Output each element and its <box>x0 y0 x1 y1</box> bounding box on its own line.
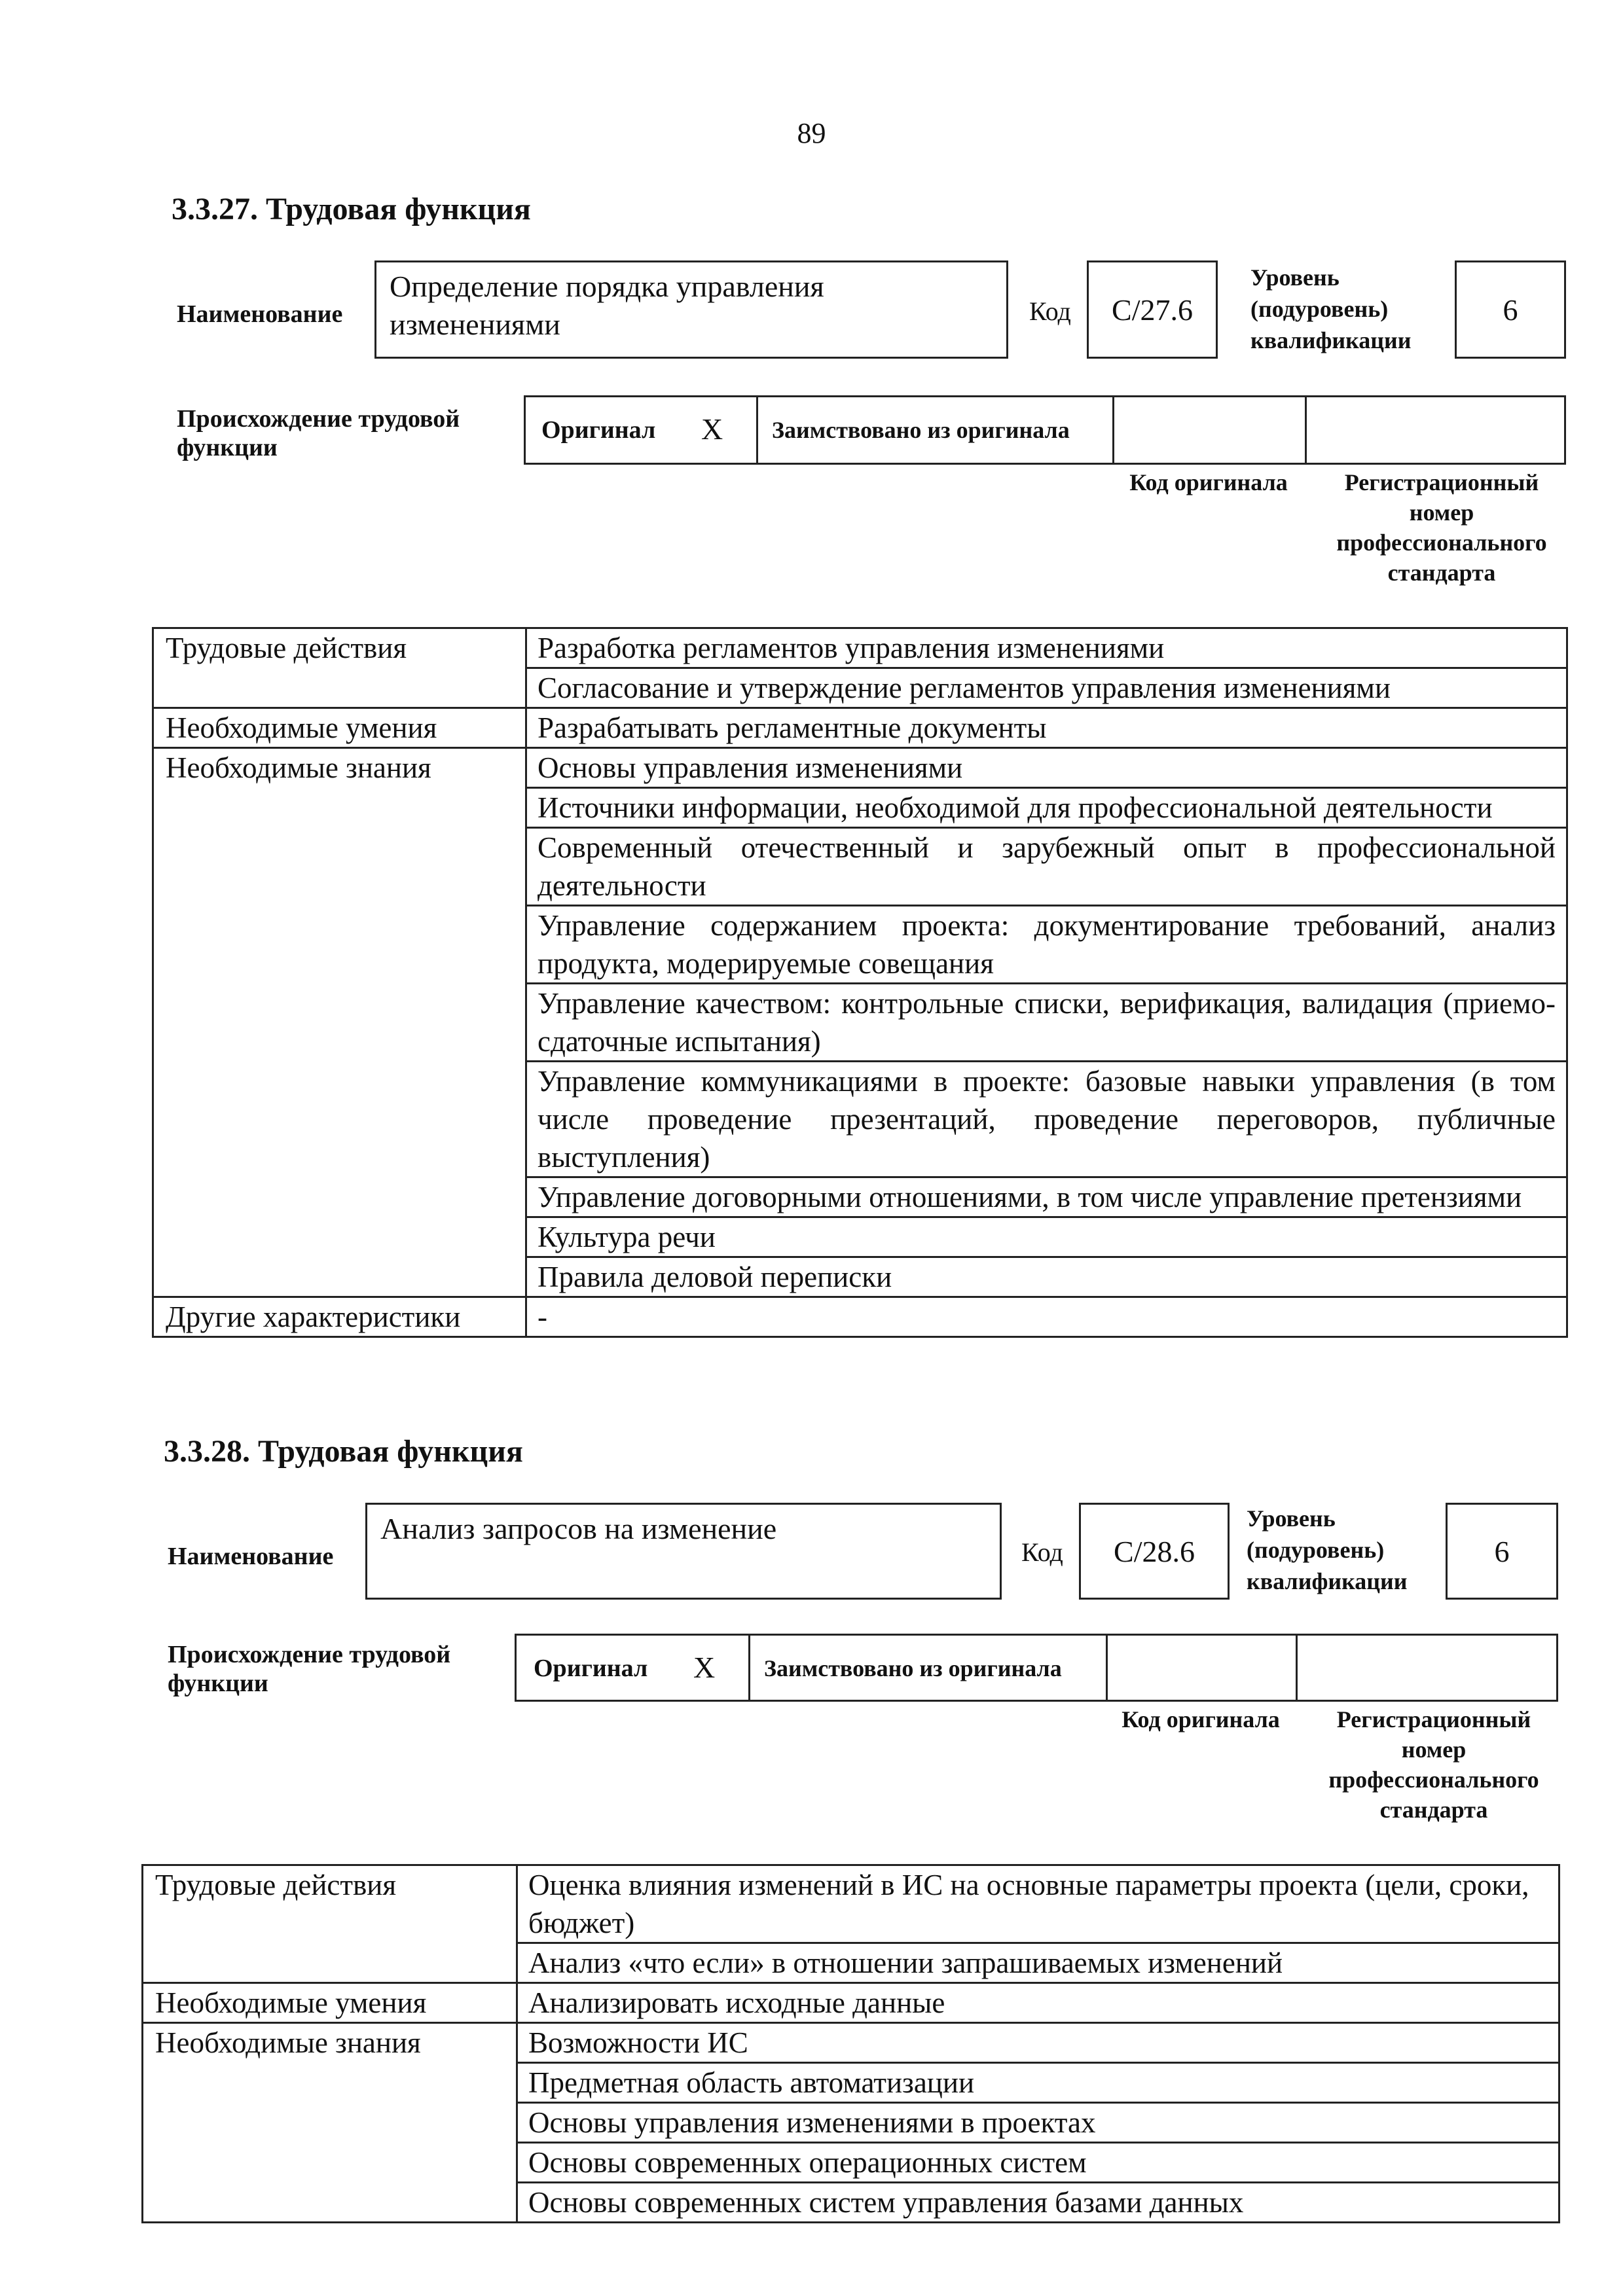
table-cell: Современный отечественный и зарубежный опыт в профессиональной деятельности <box>526 828 1567 906</box>
table-cell: - <box>526 1297 1567 1337</box>
table-row <box>153 628 1567 668</box>
table-cell: Согласование и утверждение регламентов управления изменениями <box>526 668 1567 708</box>
table-cell: Разрабатывать регламентные документы <box>526 708 1567 748</box>
row-header: Необходимые знания <box>153 748 526 1297</box>
name-label: Наименование <box>177 300 343 328</box>
table-cell: Правила деловой переписки <box>526 1257 1567 1297</box>
code-value-box <box>1079 1503 1230 1600</box>
table-row <box>153 1297 1567 1337</box>
code-value: С/28.6 <box>1114 1534 1195 1568</box>
borrowed-label: Заимствовано из оригинала <box>772 417 1070 443</box>
row-header: Другие характеристики <box>153 1297 526 1337</box>
original-mark: X <box>701 412 723 446</box>
row-header: Трудовые действия <box>143 1865 517 1983</box>
table-cell: Основы современных операционных систем <box>517 2143 1559 2183</box>
table-row <box>143 2023 1559 2063</box>
original-code-caption: Код оригинала <box>1122 1706 1280 1732</box>
competency-table <box>152 627 1568 1338</box>
level-label: Уровень (подуровень) квалификации <box>1250 264 1412 353</box>
original-mark: X <box>693 1651 716 1684</box>
origin-box <box>515 1634 1558 1702</box>
name-value: Определение порядка управления изменениями <box>390 270 824 341</box>
original-code-caption: Код оригинала <box>1129 469 1288 495</box>
table-row <box>153 748 1567 788</box>
level-label: Уровень (подуровень) квалификации <box>1247 1505 1408 1594</box>
row-header: Трудовые действия <box>153 628 526 708</box>
original-label: Оригинал <box>534 1655 648 1682</box>
table-cell: Управление качеством: контрольные списки, верификация, валидация (приемо-сдаточные испытания) <box>526 984 1567 1062</box>
page-number: 89 <box>797 117 826 149</box>
competency-table <box>141 1864 1560 2223</box>
table-cell: Источники информации, необходимой для профессиональной деятельности <box>526 788 1567 828</box>
origin-box <box>524 395 1566 465</box>
code-label: Код <box>1029 296 1071 326</box>
table-row <box>143 1865 1559 1943</box>
table-cell: Культура речи <box>526 1217 1567 1257</box>
code-value-box <box>1087 260 1218 359</box>
original-label: Оригинал <box>541 416 656 444</box>
borrowed-label: Заимствовано из оригинала <box>764 1655 1062 1681</box>
table-cell: Предметная область автоматизации <box>517 2063 1559 2103</box>
table-cell: Управление коммуникациями в проекте: базовые навыки управления (в том числе проведение презентаций, проведение переговоров, публичные выступления) <box>526 1062 1567 1177</box>
section-title: 3.3.27. Трудовая функция <box>172 192 531 226</box>
name-value: Анализ запросов на изменение <box>380 1512 777 1545</box>
code-label: Код <box>1021 1537 1063 1567</box>
table-row <box>153 708 1567 748</box>
level-value-box <box>1455 260 1566 359</box>
origin-label: Происхождение трудовой функции <box>168 1641 451 1697</box>
level-value: 6 <box>1494 1534 1510 1568</box>
reg-number-caption: Регистрационный номер профессионального стандарта <box>1336 469 1547 586</box>
table-cell: Анализировать исходные данные <box>517 1983 1559 2023</box>
name-value-box <box>365 1503 1002 1600</box>
table-cell: Оценка влияния изменений в ИС на основные параметры проекта (цели, сроки, бюджет) <box>517 1865 1559 1943</box>
table-cell: Управление содержанием проекта: документирование требований, анализ продукта, модерируемые совещания <box>526 906 1567 984</box>
name-value-box <box>374 260 1008 359</box>
table-cell: Возможности ИС <box>517 2023 1559 2063</box>
table-cell: Разработка регламентов управления изменениями <box>526 628 1567 668</box>
table-row <box>143 1983 1559 2023</box>
section-title: 3.3.28. Трудовая функция <box>164 1434 523 1469</box>
code-value: С/27.6 <box>1112 293 1193 327</box>
reg-number-caption: Регистрационный номер профессионального стандарта <box>1328 1706 1539 1823</box>
origin-label: Происхождение трудовой функции <box>177 405 460 461</box>
row-header: Необходимые умения <box>143 1983 517 2023</box>
table-cell: Управление договорными отношениями, в том числе управление претензиями <box>526 1177 1567 1217</box>
row-header: Необходимые знания <box>143 2023 517 2223</box>
table-cell: Анализ «что если» в отношении запрашиваемых изменений <box>517 1943 1559 1983</box>
row-header: Необходимые умения <box>153 708 526 748</box>
level-value-box <box>1446 1503 1558 1600</box>
table-cell: Основы современных систем управления базами данных <box>517 2183 1559 2223</box>
level-value: 6 <box>1503 293 1518 327</box>
table-cell: Основы управления изменениями <box>526 748 1567 788</box>
table-cell: Основы управления изменениями в проектах <box>517 2103 1559 2143</box>
name-label: Наименование <box>168 1543 334 1570</box>
